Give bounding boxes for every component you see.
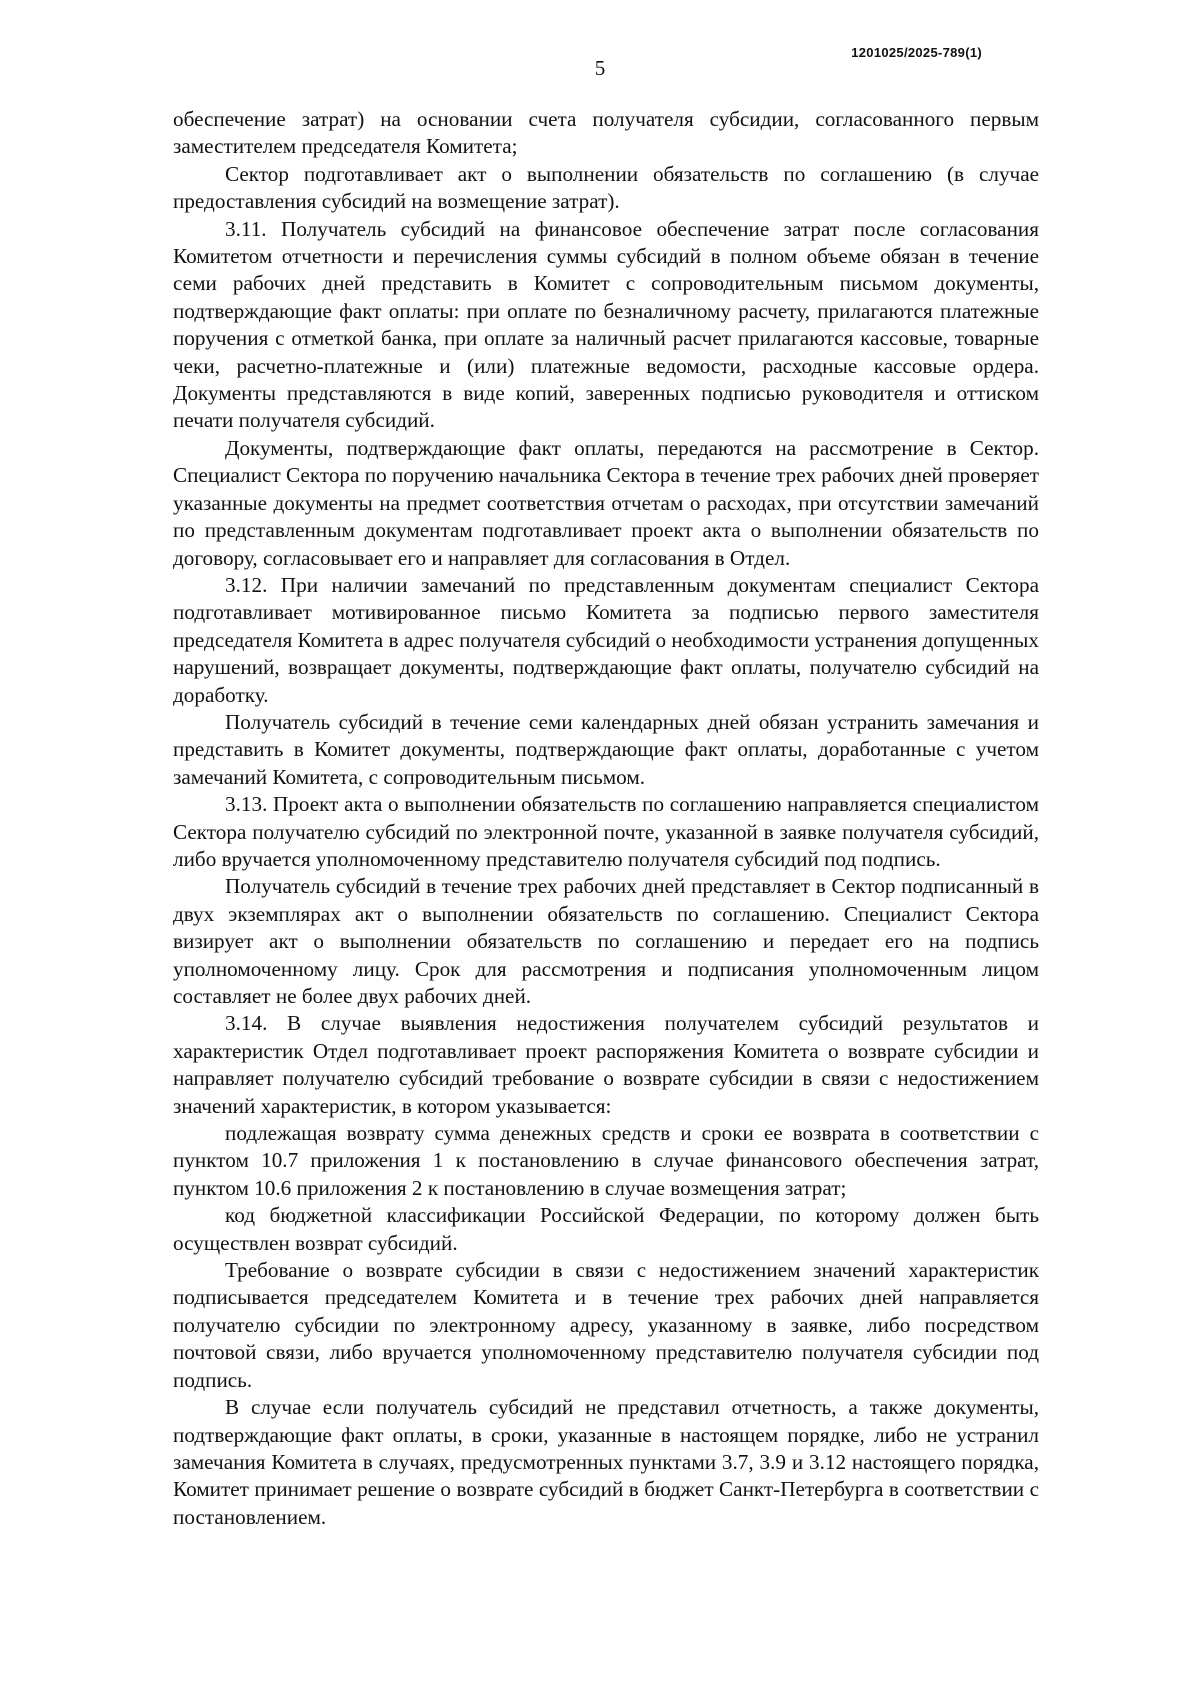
paragraph: Документы, подтверждающие факт оплаты, передаются на рассмотрение в Сектор. Специалист Сектора по поручению начальника Сектора в течение трех рабочих дней проверяет указанные документы на предмет соответствия отчетам о расходах, при отсутствии замечаний по представленным документам подготавливает проект акта о выполнении обязательств по договору, согласовывает его и направляет для согласования в Отдел. [173, 435, 1039, 570]
paragraph-3-12: 3.12. При наличии замечаний по представленным документам специалист Сектора подготавливает мотивированное письмо Комитета за подписью первого заместителя председателя Комитета в адрес получателя субсидий о необходимости устранения допущенных нарушений, возвращает документы, подтверждающие факт оплаты, получателю субсидий на доработку. [173, 572, 1039, 707]
document-body [173, 106, 1039, 1531]
paragraph: Получатель субсидий в течение трех рабочих дней представляет в Сектор подписанный в двух экземплярах акт о выполнении обязательств по соглашению. Специалист Сектора визирует акт о выполнении обязательств по соглашению и передает его на подпись уполномоченному лицу. Срок для рассмотрения и подписания уполномоченным лицом составляет не более двух рабочих дней. [173, 874, 1039, 1008]
list-item-budget-code: код бюджетной классификации Российской Федерации, по которому должен быть осуществлен возврат субсидий. [173, 1203, 1039, 1255]
document-registration-number: 1201025/2025-789(1) [851, 45, 982, 60]
list-item-return-amount: подлежащая возврату сумма денежных средств и сроки ее возврата в соответствии с пунктом 10.7 приложения 1 к постановлению в случае финансового обеспечения затрат, пунктом 10.6 приложения 2 к постановлению в случае возмещения затрат; [173, 1121, 1039, 1200]
page-number: 5 [594, 56, 606, 80]
paragraph-3-14: 3.14. В случае выявления недостижения получателем субсидий результатов и характеристик Отдел подготавливает проект распоряжения Комитета о возврате субсидии и направляет получателю субсидий требование о возврате субсидии в связи с недостижением значений характеристик, в котором указывается: [173, 1011, 1039, 1118]
paragraph: Получатель субсидий в течение семи календарных дней обязан устранить замечания и представить в Комитет документы, подтверждающие факт оплаты, доработанные с учетом замечаний Комитета, с сопроводительным письмом. [173, 709, 1039, 789]
paragraph-3-13: 3.13. Проект акта о выполнении обязательств по соглашению направляется специалистом Сектора получателю субсидий по электронной почте, указанной в заявке получателя субсидий, либо вручается уполномоченному представителю получателя субсидий под подпись. [173, 792, 1039, 871]
paragraph-3-11: 3.11. Получатель субсидий на финансовое обеспечение затрат после согласования Комитетом отчетности и перечисления суммы субсидий в полном объеме обязан в течение семи рабочих дней представить в Комитет с сопроводительным письмом документы, подтверждающие факт оплаты: при оплате по безналичному расчету, прилагаются платежные поручения с отметкой банка, при оплате за наличный расчет прилагаются кассовые, товарные чеки, расчетно-платежные и (или) платежные ведомости, расходные кассовые ордера. Документы представляются в виде копий, заверенных подписью руководителя и оттиском печати получателя субсидий. [173, 216, 1039, 433]
paragraph-continuation: обеспечение затрат) на основании счета получателя субсидии, согласованного первым заместителем председателя Комитета; [173, 107, 1039, 159]
paragraph: Сектор подготавливает акт о выполнении обязательств по соглашению (в случае предоставления субсидий на возмещение затрат). [173, 161, 1039, 214]
paragraph: В случае если получатель субсидий не представил отчетность, а также документы, подтверждающие факт оплаты, в сроки, указанные в настоящем порядке, либо не устранил замечания Комитета в случаях, предусмотренных пунктами 3.7, 3.9 и 3.12 настоящего порядка, Комитет принимает решение о возврате субсидий в бюджет Санкт-Петербурга в соответствии с постановлением. [173, 1395, 1039, 1529]
paragraph: Требование о возврате субсидии в связи с недостижением значений характеристик подписывается председателем Комитета и в течение трех рабочих дней направляется получателю субсидии по электронному адресу, указанному в заявке, либо посредством почтовой связи, либо вручается уполномоченному представителю получателя субсидии под подпись. [173, 1258, 1039, 1392]
